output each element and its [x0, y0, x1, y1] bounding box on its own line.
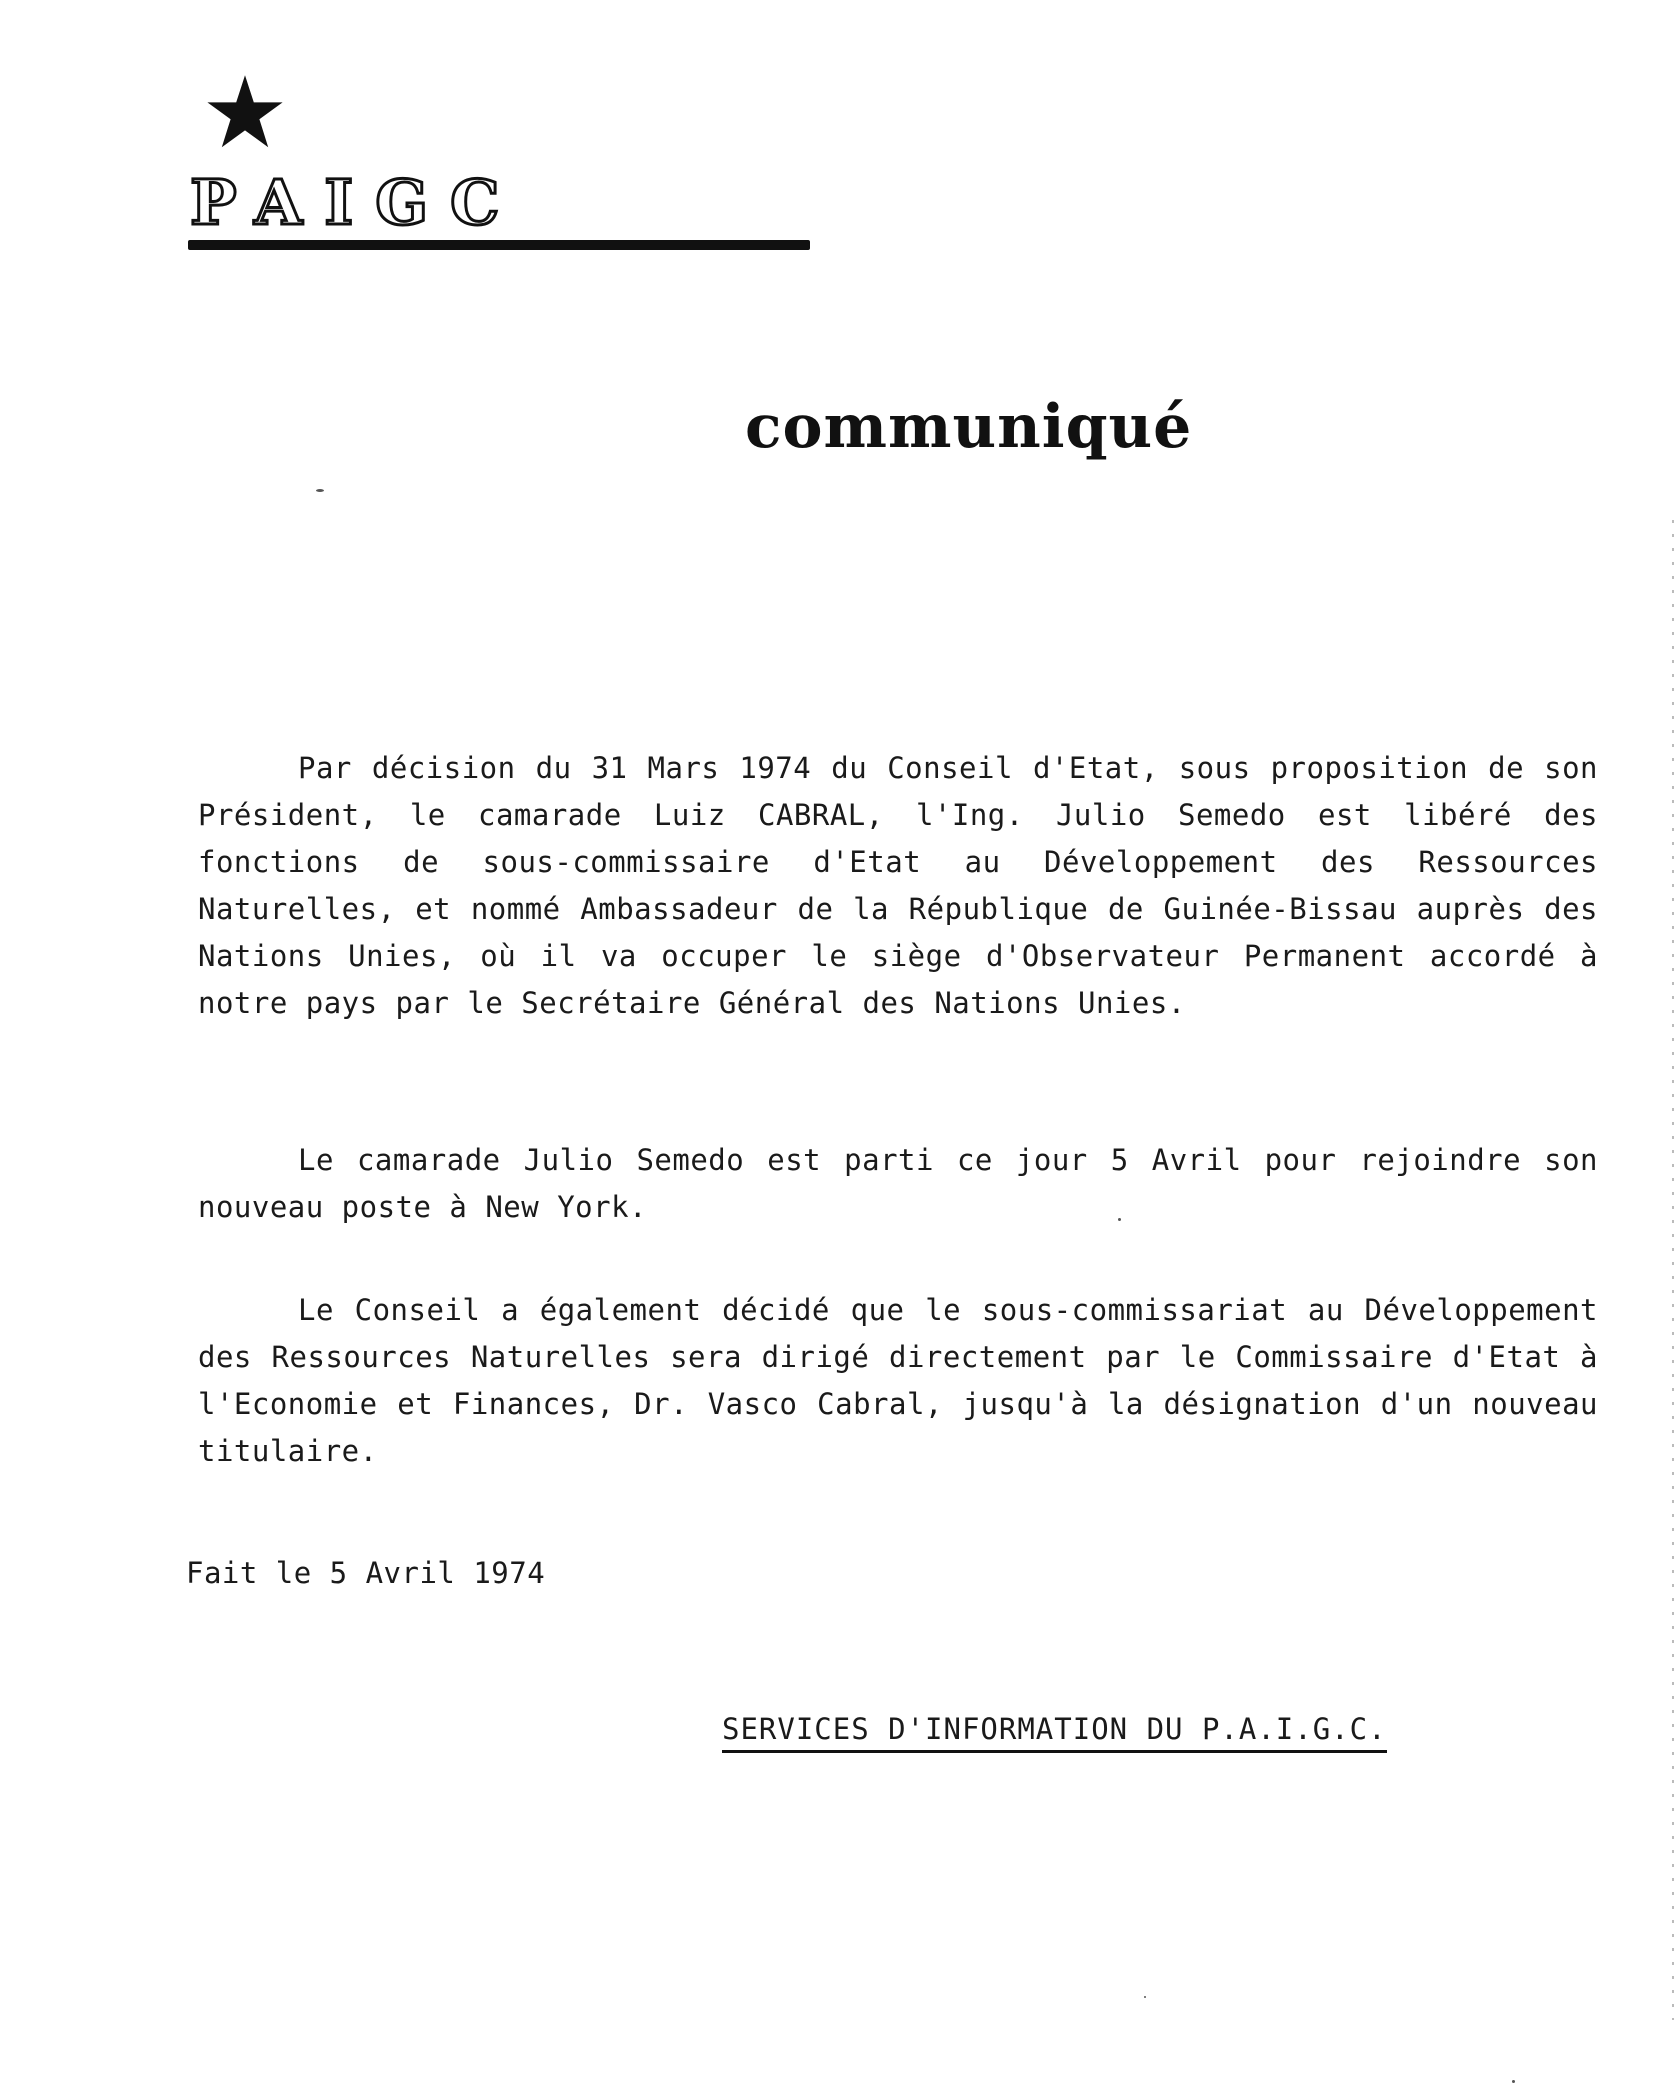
scan-speck	[316, 489, 324, 492]
paigc-logo	[190, 168, 750, 238]
scan-speck	[1118, 1218, 1121, 1221]
scan-speck	[1512, 2080, 1515, 2083]
scan-edge	[1672, 520, 1674, 2020]
logo-text: PAIGC	[190, 166, 522, 239]
paragraph-1: Par décision du 31 Mars 1974 du Conseil d'Etat, sous proposition de son Président, le camarade Luiz CABRAL, l'Ing. Julio Semedo est libéré des fonctions de sous-commissaire d'Etat au Développement des Ressources Naturelles, et nommé Ambassadeur de la République de Guinée-Bissau auprès des Nations Unies, où il va occuper le siège d'Observateur Permanent accordé à notre pays par le Secrétaire Général des Nations Unies.	[198, 751, 1598, 1020]
date-line: Fait le 5 Avril 1974	[186, 1556, 546, 1590]
logo-underline	[188, 240, 810, 250]
scan-speck	[1144, 1996, 1146, 1998]
signature-line: SERVICES D'INFORMATION DU P.A.I.G.C.	[722, 1712, 1387, 1753]
paragraph-2: Le camarade Julio Semedo est parti ce jour 5 Avril pour rejoindre son nouveau poste à New York.	[198, 1143, 1598, 1224]
paragraph-3: Le Conseil a également décidé que le sous-commissariat au Développement des Ressources Naturelles sera dirigé directement par le Commissaire d'Etat à l'Economie et Finances, Dr. Vasco Cabral, jusqu'à la désignation d'un nouveau titulaire.	[198, 1293, 1598, 1468]
document-title: communiqué	[745, 392, 1193, 462]
star-icon	[205, 72, 285, 152]
